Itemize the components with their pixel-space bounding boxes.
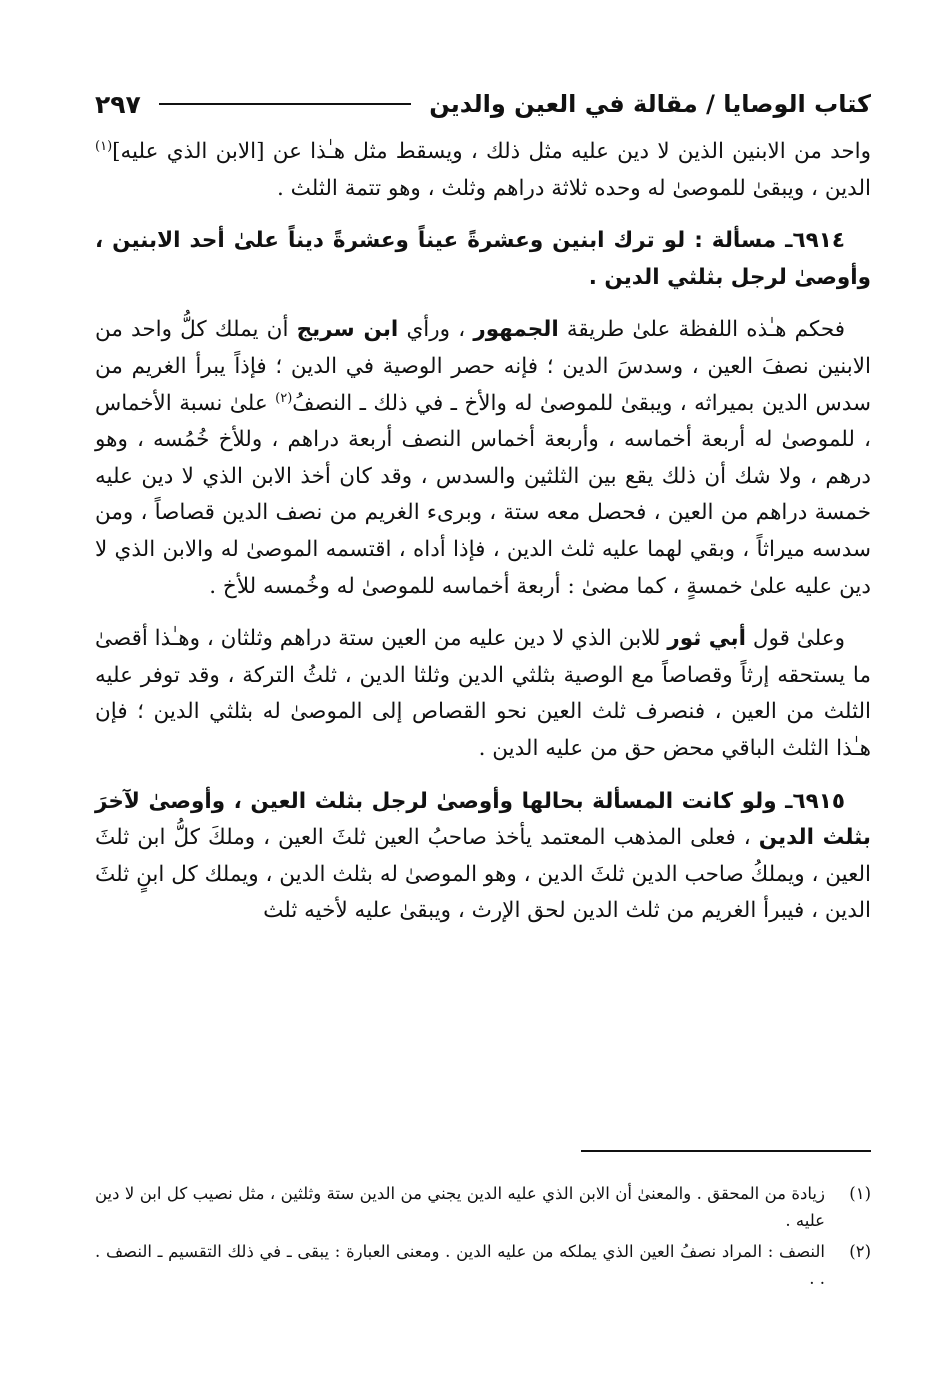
running-header bbox=[95, 84, 871, 124]
heading-text: ٦٩١٤ـ مسألة : لو ترك ابنين وعشرةً عيناً وعشرةً ديناً علىٰ أحد الابنين ، وأوصىٰ لرجل بثلثي الدين . bbox=[95, 228, 871, 290]
footnote-text: النصف : المراد نصفُ العين الذي يملكه من عليه الدين . ومعنى العبارة : يبقى ـ في ذلك التقسيم ـ النصف . . . bbox=[95, 1242, 825, 1288]
footnote-separator bbox=[581, 1150, 871, 1152]
issue-6915 bbox=[95, 784, 871, 930]
paragraph-abu-thawr bbox=[95, 621, 871, 767]
header-title: كتاب الوصايا / مقالة في العين والدين bbox=[429, 90, 871, 118]
footnotes bbox=[95, 1180, 871, 1296]
footnote-text: زيادة من المحقق . والمعنىٰ أن الابن الذي عليه الدين يجني من الدين ستة وثلثين ، مثل نصيب كل ابن لا دين عليه . bbox=[95, 1184, 825, 1230]
paragraph-text: الدين ، ويبقىٰ للموصىٰ له وحده ثلاثة دراهم وثلث ، وهو تتمة الثلث . bbox=[276, 175, 871, 201]
footnote-ref-2: (٢) bbox=[275, 390, 293, 406]
paragraph-text: واحد من الابنين الذين لا دين عليه مثل ذلك ، ويسقط مثل هـٰذا عن [الابن الذي عليه] bbox=[112, 139, 871, 164]
main-text bbox=[95, 134, 871, 930]
paragraph-text: فحكم هـٰذه اللفظة علىٰ طريقة bbox=[558, 317, 845, 343]
header-rule bbox=[159, 103, 411, 105]
paragraph-text: علىٰ نسبة الأخماس ، للموصىٰ له أربعة أخماسه ، وأربعة أخماس النصف أربعة دراهم ، وللأخ خُمُسه ، وهو درهم ، ولا شك أن ذلك يقع بين الثلثين والسدس ، وقد كان أخذ الابن الذي لا دين عليه خمسة دراهم من العين ، فحصل معه ستة ، وبرىء الغريم من نصف الدين قصاصاً ، ومن سدسه ميراثاً ، وبقي لهما عليه ثلث الدين ، فإذا أداه ، اقتسمه الموصىٰ له والابن الذي لا دين عليه علىٰ خمسةٍ ، كما مضىٰ : أربعة أخماسه للموصىٰ له وخُمسه للأخ . bbox=[95, 390, 871, 599]
paragraph-text: للابن الذي لا دين عليه من العين ستة دراهم وثلثان ، وهـٰذا أقصىٰ ما يستحقه إرثاً وقصاصاً مع الوصية بثلثي الدين وثلثا الدين ، ثلثُ التركة ، وقد توفر عليه الثلث من العين ، فنصرف ثلث العين نحو القصاص إلى الموصىٰ له بثلثي الدين ؛ فإن هـٰذا الثلث الباقي محض حق من عليه الدين . bbox=[95, 626, 871, 761]
footnote-number: (١) bbox=[849, 1184, 871, 1203]
name-abu-thawr: أبي ثور bbox=[667, 626, 746, 652]
paragraph-continuation bbox=[95, 134, 871, 207]
paragraph-ruling bbox=[95, 312, 871, 605]
paragraph-text: أن يملك كلُّ واحد من الابنين نصفَ العين ، وسدسَ الدين ؛ فإنه حصر الوصية في الدين ؛ فإذاً يبرأ الغريم من سدس الدين بميراثه ، ويبقىٰ للموصىٰ له والأخ ـ في ذلك ـ النصفُ bbox=[95, 317, 871, 416]
issue-6914-heading bbox=[95, 223, 871, 296]
page-number: ٢٩٧ bbox=[95, 89, 141, 119]
name-ibn-surayj: ابن سريج bbox=[296, 317, 399, 343]
paragraph-text: ، فعلى المذهب المعتمد يأخذ صاحبُ العين ثلثَ العين ، وملكَ كلُّ ابن ثلثَ العين ، ويملكُ صاحب الدين ثلثَ الدين ، وهو الموصىٰ له بثلث الدين ، ويملك كل ابنٍ ثلثَ الدين ، فيبرأ الغريم من ثلث الدين لحق الإرث ، ويبقىٰ عليه لأخيه ثلث bbox=[95, 825, 871, 924]
footnote-1 bbox=[95, 1180, 871, 1234]
footnote-number: (٢) bbox=[849, 1242, 871, 1261]
footnote-ref-1: (١) bbox=[95, 138, 113, 154]
paragraph-text: ، ورأي bbox=[398, 317, 474, 343]
footnote-2 bbox=[95, 1238, 871, 1292]
issue-6915-heading: ٦٩١٥ـ ولو كانت المسألة بحالها وأوصىٰ لرجل بثلث العين ، وأوصىٰ لآخرَ بثلث الدين bbox=[95, 788, 872, 851]
term-jumhur: الجمهور bbox=[473, 317, 559, 343]
paragraph-text: وعلىٰ قول bbox=[746, 626, 845, 652]
